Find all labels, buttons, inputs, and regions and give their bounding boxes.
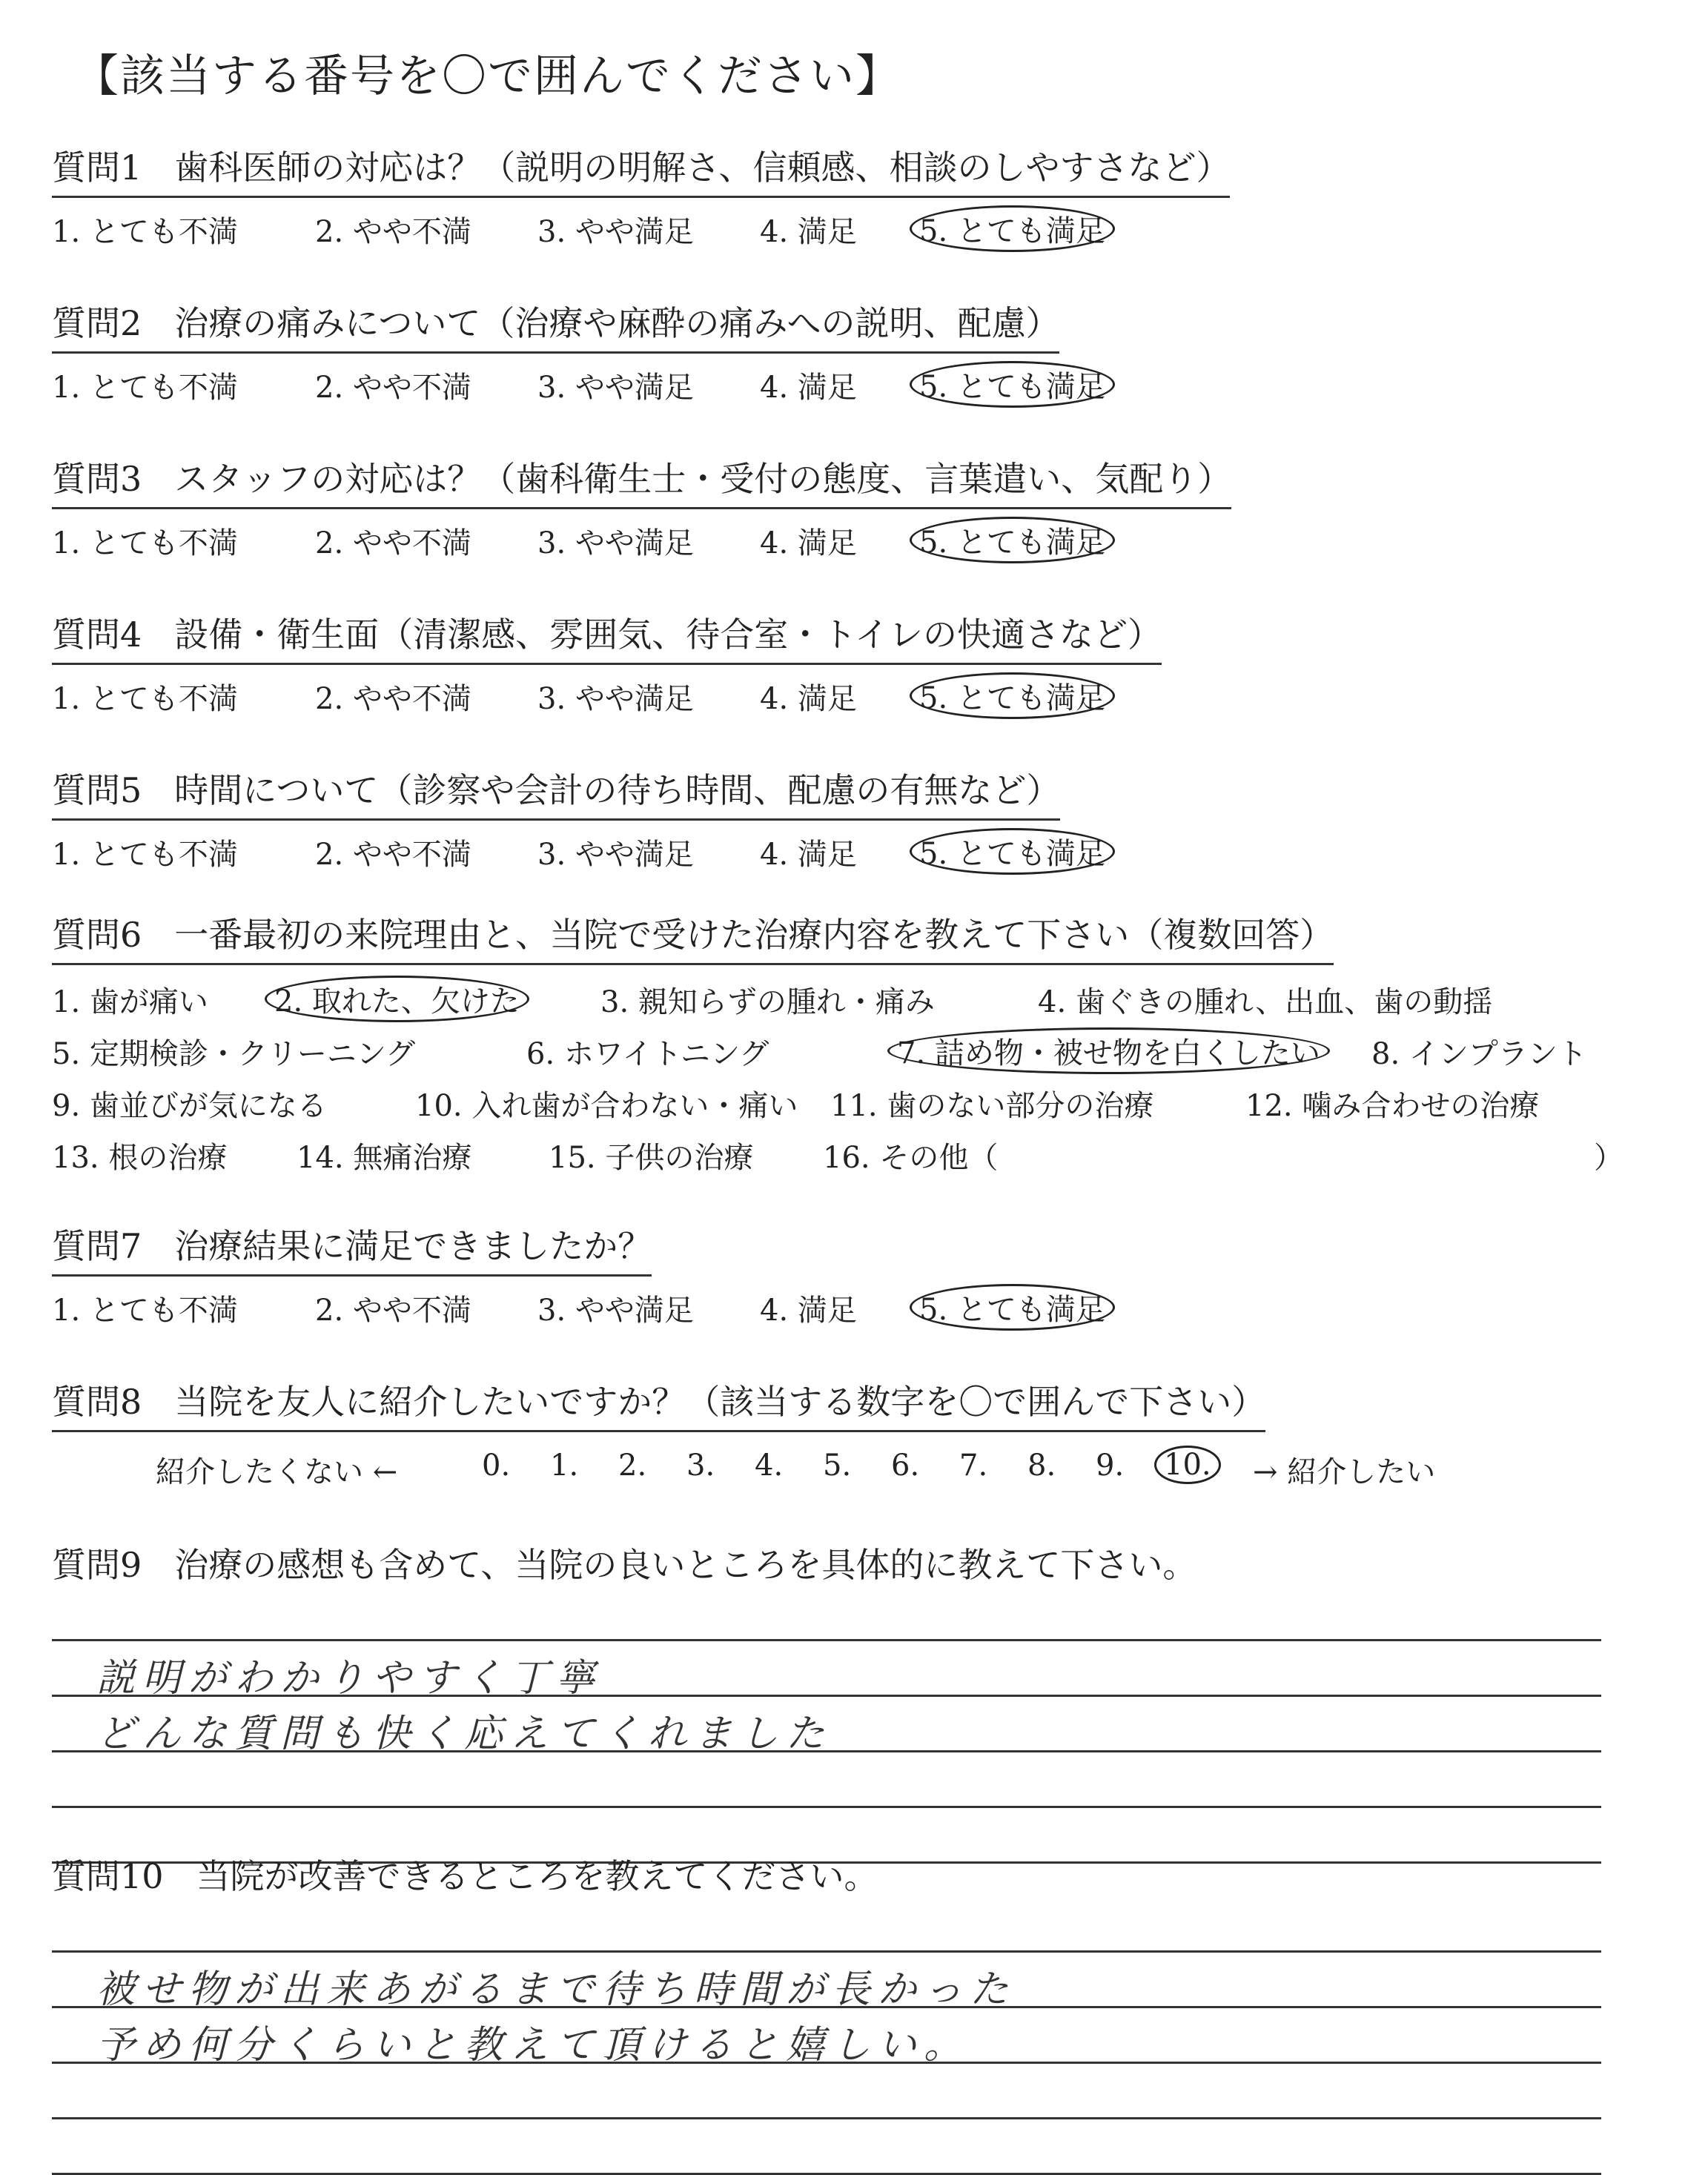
answer-option[interactable]: 1. とても不満 — [52, 371, 238, 405]
answer-option[interactable]: 4. 満足 — [760, 1294, 857, 1328]
writing-line — [52, 2117, 1601, 2119]
question-8 — [52, 1375, 1436, 1493]
treatment-option[interactable]: 13. 根の治療 — [52, 1141, 228, 1175]
answer-option[interactable]: 4. 満足 — [760, 215, 857, 249]
answer-option-selected[interactable]: 5. とても満足 — [910, 828, 1115, 875]
treatment-options-row — [52, 973, 1493, 1024]
question-6 — [52, 908, 1623, 1180]
answer-option[interactable]: 3. やや満足 — [537, 838, 694, 872]
other-paren-close: ） — [1594, 1141, 1623, 1175]
question-number: 質問9 — [52, 1545, 142, 1585]
answer-option-selected[interactable]: 5. とても満足 — [910, 517, 1115, 563]
answer-option[interactable]: 1. とても不満 — [52, 526, 238, 560]
treatment-option[interactable]: 14. 無痛治療 — [297, 1141, 472, 1175]
treatment-option[interactable]: 12. 噛み合わせの治療 — [1245, 1089, 1540, 1123]
question-text: 時間について（診察や会計の待ち時間、配慮の有無など） — [174, 770, 1061, 810]
question-5 — [52, 764, 1105, 873]
scale-value[interactable]: 0. — [482, 1449, 511, 1483]
question-text: スタッフの対応は？（歯科衛生士・受付の態度、言葉遣い、気配り） — [174, 459, 1232, 499]
treatment-option[interactable]: 10. 入れ歯が合わない・痛い — [415, 1089, 798, 1123]
answer-option[interactable]: 3. やや満足 — [537, 215, 694, 249]
scale-value[interactable]: 1. — [550, 1449, 579, 1483]
treatment-option[interactable]: 9. 歯並びが気になる — [52, 1089, 327, 1123]
answer-option[interactable]: 3. やや満足 — [537, 682, 694, 716]
question-number: 質問7 — [52, 1226, 142, 1266]
treatment-option[interactable]: 11. 歯のない部分の治療 — [830, 1089, 1154, 1123]
question-text: 当院が改善できるところを教えてください。 — [196, 1856, 878, 1896]
question-text: 治療の感想も含めて、当院の良いところを具体的に教えて下さい。 — [174, 1545, 1197, 1585]
answer-option-selected[interactable]: 5. とても満足 — [910, 672, 1115, 719]
writing-line — [52, 1950, 1601, 1953]
answer-option[interactable]: 2. やや不満 — [315, 526, 471, 560]
question-number: 質問3 — [52, 459, 142, 499]
question-number: 質問4 — [52, 615, 142, 655]
question-text: 当院を友人に紹介したいですか？（該当する数字を〇で囲んで下さい） — [174, 1382, 1266, 1422]
form-instruction-header: 【該当する番号を〇で囲んでください】 — [74, 50, 901, 102]
question-text: 一番最初の来院理由と、当院で受けた治療内容を教えて下さい（複数回答） — [174, 915, 1334, 955]
question-title — [52, 908, 1334, 965]
question-text: 歯科医師の対応は？（説明の明解さ、信頼感、相談のしやすさなど） — [174, 148, 1231, 188]
question-number: 質問6 — [52, 915, 142, 955]
question-title — [52, 1538, 1601, 1587]
treatment-option[interactable]: 4. 歯ぐきの腫れ、出血、歯の動揺 — [1038, 985, 1493, 1019]
treatment-option[interactable]: 3. 親知らずの腫れ・痛み — [600, 985, 935, 1019]
question-number: 質問5 — [52, 770, 142, 810]
answer-option-selected[interactable]: 5. とても満足 — [910, 205, 1115, 252]
treatment-option[interactable]: 1. 歯が痛い — [52, 985, 208, 1019]
answer-option[interactable]: 3. やや満足 — [537, 371, 694, 405]
scale-value[interactable]: 9. — [1096, 1449, 1125, 1483]
question-title — [52, 608, 1162, 665]
answer-options — [52, 1282, 1105, 1328]
treatment-options-row — [52, 1128, 1623, 1180]
answer-options — [52, 204, 1230, 250]
handwritten-answer: どんな質問も快く応えてくれました — [96, 1712, 833, 1756]
scale-value[interactable]: 2. — [618, 1449, 647, 1483]
scale-value-selected[interactable]: 10. — [1154, 1446, 1221, 1484]
treatment-option[interactable]: 15. 子供の治療 — [549, 1141, 754, 1175]
scale-left-label: 紹介したくない ← — [156, 1455, 398, 1489]
question-10 — [52, 1850, 1601, 2068]
question-4 — [52, 608, 1162, 717]
treatment-options-row — [52, 1076, 1540, 1128]
answer-option[interactable]: 2. やや不満 — [315, 215, 471, 249]
answer-option[interactable]: 3. やや満足 — [537, 1294, 694, 1328]
writing-line — [52, 1806, 1601, 1808]
handwritten-answer: 予め何分くらいと教えて頂けると嬉しい。 — [96, 2023, 970, 2068]
answer-option[interactable]: 3. やや満足 — [537, 526, 694, 560]
scale-value[interactable]: 5. — [823, 1449, 852, 1483]
handwritten-answer: 説明がわかりやすく丁寧 — [96, 1656, 603, 1701]
question-title — [52, 141, 1230, 198]
scale-value[interactable]: 8. — [1027, 1449, 1056, 1483]
answer-option[interactable]: 4. 満足 — [760, 526, 857, 560]
question-text: 治療の痛みについて（治療や麻酔の痛みへの説明、配慮） — [174, 303, 1060, 343]
answer-option[interactable]: 1. とても不満 — [52, 1294, 238, 1328]
answer-options — [52, 360, 1105, 405]
answer-option[interactable]: 4. 満足 — [760, 371, 857, 405]
question-title — [52, 297, 1059, 354]
answer-option[interactable]: 4. 満足 — [760, 838, 857, 872]
treatment-option[interactable]: 16. その他（ — [823, 1141, 999, 1175]
question-title — [52, 452, 1231, 509]
writing-line — [52, 1639, 1601, 1641]
question-text: 治療結果に満足できましたか？ — [174, 1226, 652, 1266]
answer-option[interactable]: 4. 満足 — [760, 682, 857, 716]
handwritten-answer: 被せ物が出来あがるまで待ち時間が長かった — [96, 1967, 1016, 2012]
recommend-scale — [52, 1441, 1436, 1493]
answer-option-selected[interactable]: 5. とても満足 — [910, 361, 1115, 408]
question-title — [52, 1375, 1265, 1432]
answer-option[interactable]: 1. とても不満 — [52, 838, 238, 872]
question-9 — [52, 1538, 1601, 1756]
answer-option[interactable]: 1. とても不満 — [52, 682, 238, 716]
question-1 — [52, 141, 1230, 250]
treatment-options-row — [52, 1024, 1587, 1076]
treatment-option-selected[interactable]: 2. 取れた、欠けた — [265, 976, 529, 1022]
question-2 — [52, 297, 1105, 405]
treatment-option[interactable]: 8. インプラント — [1371, 1037, 1587, 1071]
answer-option[interactable]: 2. やや不満 — [315, 838, 471, 872]
question-7 — [52, 1219, 1105, 1328]
question-text: 設備・衛生面（清潔感、雰囲気、待合室・トイレの快適さなど） — [174, 615, 1162, 655]
scale-value[interactable]: 7. — [959, 1449, 988, 1483]
answer-option-selected[interactable]: 5. とても満足 — [910, 1284, 1115, 1331]
answer-options — [52, 515, 1231, 561]
scale-value[interactable]: 4. — [755, 1449, 784, 1483]
scale-value[interactable]: 3. — [686, 1449, 715, 1483]
question-number: 質問1 — [52, 148, 142, 188]
treatment-option-selected[interactable]: 7. 詰め物・被せ物を白くしたい — [887, 1027, 1330, 1074]
answer-options — [52, 827, 1105, 873]
question-number: 質問10 — [52, 1856, 164, 1896]
question-title — [52, 1850, 1601, 1898]
treatment-option[interactable]: 5. 定期検診・クリーニング — [52, 1037, 416, 1071]
answer-option[interactable]: 2. やや不満 — [315, 1294, 471, 1328]
question-3 — [52, 452, 1231, 561]
treatment-option[interactable]: 6. ホワイトニング — [526, 1037, 769, 1071]
question-number: 質問8 — [52, 1382, 142, 1422]
question-title — [52, 1219, 652, 1277]
scale-right-label: → 紹介したい — [1253, 1455, 1436, 1489]
answer-option[interactable]: 2. やや不満 — [315, 371, 471, 405]
answer-option[interactable]: 2. やや不満 — [315, 682, 471, 716]
scale-value[interactable]: 6. — [891, 1449, 920, 1483]
answer-options — [52, 671, 1162, 717]
answer-option[interactable]: 1. とても不満 — [52, 215, 238, 249]
question-title — [52, 764, 1060, 821]
question-number: 質問2 — [52, 303, 142, 343]
